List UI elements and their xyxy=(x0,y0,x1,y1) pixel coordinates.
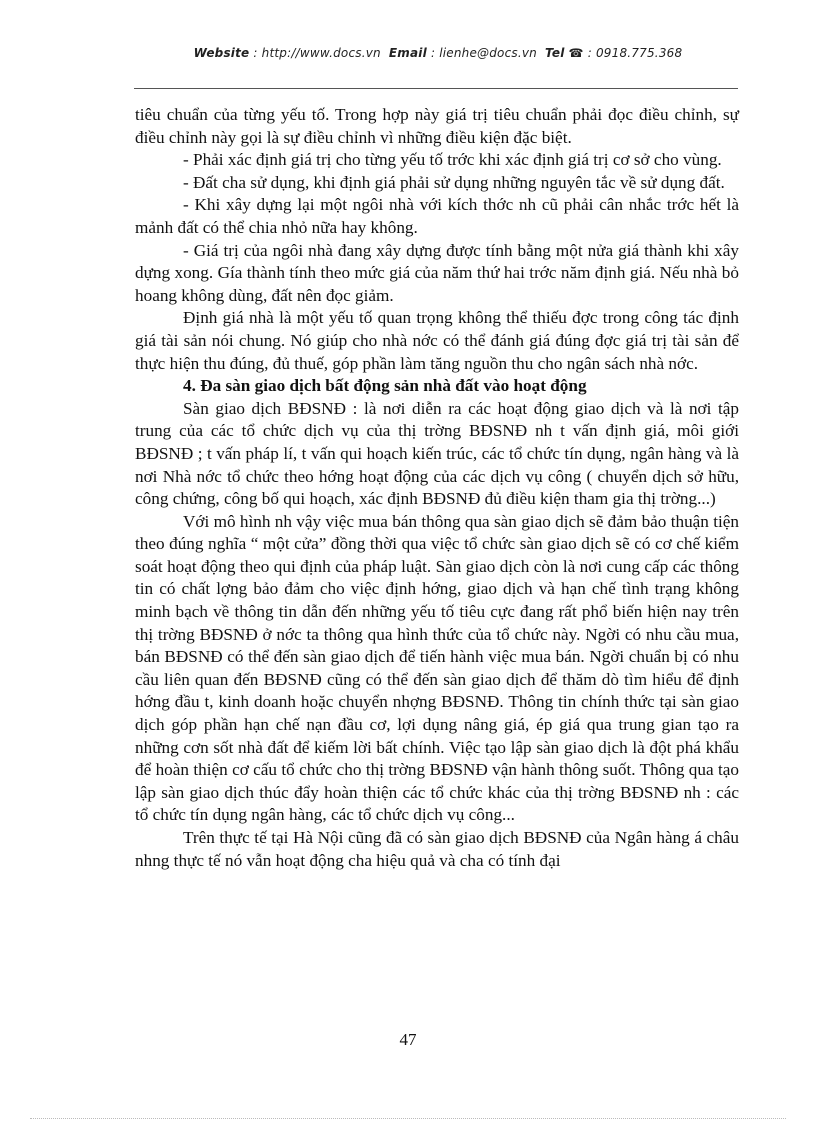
paragraph: - Khi xây dựng lại một ngôi nhà với kích thớc nh cũ phải cân nhắc trớc hết là mảnh đất có thể chia nhỏ nữa hay không. xyxy=(135,195,739,237)
paragraph: - Đất cha sử dụng, khi định giá phải sử dụng những nguyên tắc về sử dụng đất. xyxy=(183,172,725,192)
section-heading: 4. Đa sàn giao dịch bất động sản nhà đất vào hoạt động xyxy=(183,376,587,396)
paragraph: Trên thực tế tại Hà Nội cũng đã có sàn giao dịch BĐSNĐ của Ngân hàng á châu nhng thực tế nó vẫn hoạt động cha hiệu quả và cha có tính đại xyxy=(135,828,739,870)
paragraph: Định giá nhà là một yếu tố quan trọng không thể thiếu đợc trong công tác định giá tài sản nói chung. Nó giúp cho nhà nớc có thể đánh giá đúng đợc giá trị tài sản để thực hiện thu đúng, đủ thuế, góp phần làm tăng nguồn thu cho ngân sách nhà nớc. xyxy=(135,308,739,373)
page-header xyxy=(138,46,738,60)
tel-number: ☎ : 0918.775.368 xyxy=(568,46,683,60)
email-address: : lienhe@docs.vn xyxy=(430,46,537,60)
document-body xyxy=(135,104,739,872)
header-rule xyxy=(134,88,738,89)
website-label: Website xyxy=(193,46,250,60)
website-url: : http://www.docs.vn xyxy=(253,46,381,60)
email-label: Email xyxy=(388,46,427,60)
paragraph: - Phải xác định giá trị cho từng yếu tố trớc khi xác định giá trị cơ sở cho vùng. xyxy=(183,150,722,170)
tel-label: Tel xyxy=(545,46,565,60)
paragraph: - Giá trị của ngôi nhà đang xây dựng được tính bằng một nửa giá thành khi xây dựng xong. Gía thành tính theo mức giá của năm thứ hai trớc năm định giá. Nếu nhà bỏ hoang không dùng, đất nên đọc giảm. xyxy=(135,240,739,305)
page-bottom-divider xyxy=(30,1118,786,1119)
paragraph: Sàn giao dịch BĐSNĐ : là nơi diễn ra các hoạt động giao dịch và là nơi tập trung của các tổ chức dịch vụ của thị trờng BĐSNĐ nh t vấn định giá, môi giới BĐSNĐ ; t vấn pháp lí, t vấn qui hoạch kiến trúc, các tổ chức tín dụng, ngân hàng và là nơi Nhà nớc tổ chức theo hớng hoạt động của các dịch vụ công ( chuyển dịch sở hữu, công chứng, công bố qui hoạch, xác định BĐSNĐ đủ điều kiện tham gia thị trờng...) xyxy=(135,398,739,509)
page-number: 47 xyxy=(399,1030,417,1049)
paragraph: tiêu chuẩn của từng yếu tố. Trong hợp này giá trị tiêu chuẩn phải đọc điều chỉnh, sự điều chỉnh này gọi là sự điều chỉnh vì những điều kiện đặc biệt. xyxy=(135,105,739,147)
paragraph: Với mô hình nh vậy việc mua bán thông qua sàn giao dịch sẽ đảm bảo thuận tiện theo đúng nghĩa “ một cửa” đồng thời qua việc tổ chức sàn giao dịch sẽ có cơ chế kiểm soát hoạt động theo qui định của pháp luật. Sàn giao dịch còn là nơi cung cấp các thông tin có chất lợng bảo đảm cho việc định hớng, giao dịch và hạn chế tình trạng không minh bạch về thông tin dẫn đến những yếu tố tiêu cực đang rất phổ biến hiện nay trên thị trờng BĐSNĐ ở nớc ta thông qua hình thức của tổ chức này. Ngời có nhu cầu mua, bán BĐSNĐ có thể đến sàn giao dịch để tiến hành việc mua bán. Ngời chuẩn bị có nhu cầu liên quan đến BĐSNĐ cũng có thể đến sàn giao dịch để thăm dò tìm hiểu để định hớng đầu t, kinh doanh hoặc chuyển nhợng BĐSNĐ. Thông tin chính thức tại sàn giao dịch góp phần hạn chế nạn đầu cơ, lợi dụng nâng giá, ép giá qua trung gian tạo ra những cơn sốt nhà đất để kiếm lời bất chính. Việc tạo lập sàn giao dịch là đột phá khẩu để hoàn thiện cơ cấu tổ chức cho thị trờng BĐSNĐ vận hành thông suốt. Thông qua tạo lập sàn giao dịch thúc đẩy hoàn thiện các tổ chức khác của thị trờng BĐSNĐ nh : các tổ chức tín dụng ngân hàng, các tổ chức dịch vụ công... xyxy=(135,511,739,825)
